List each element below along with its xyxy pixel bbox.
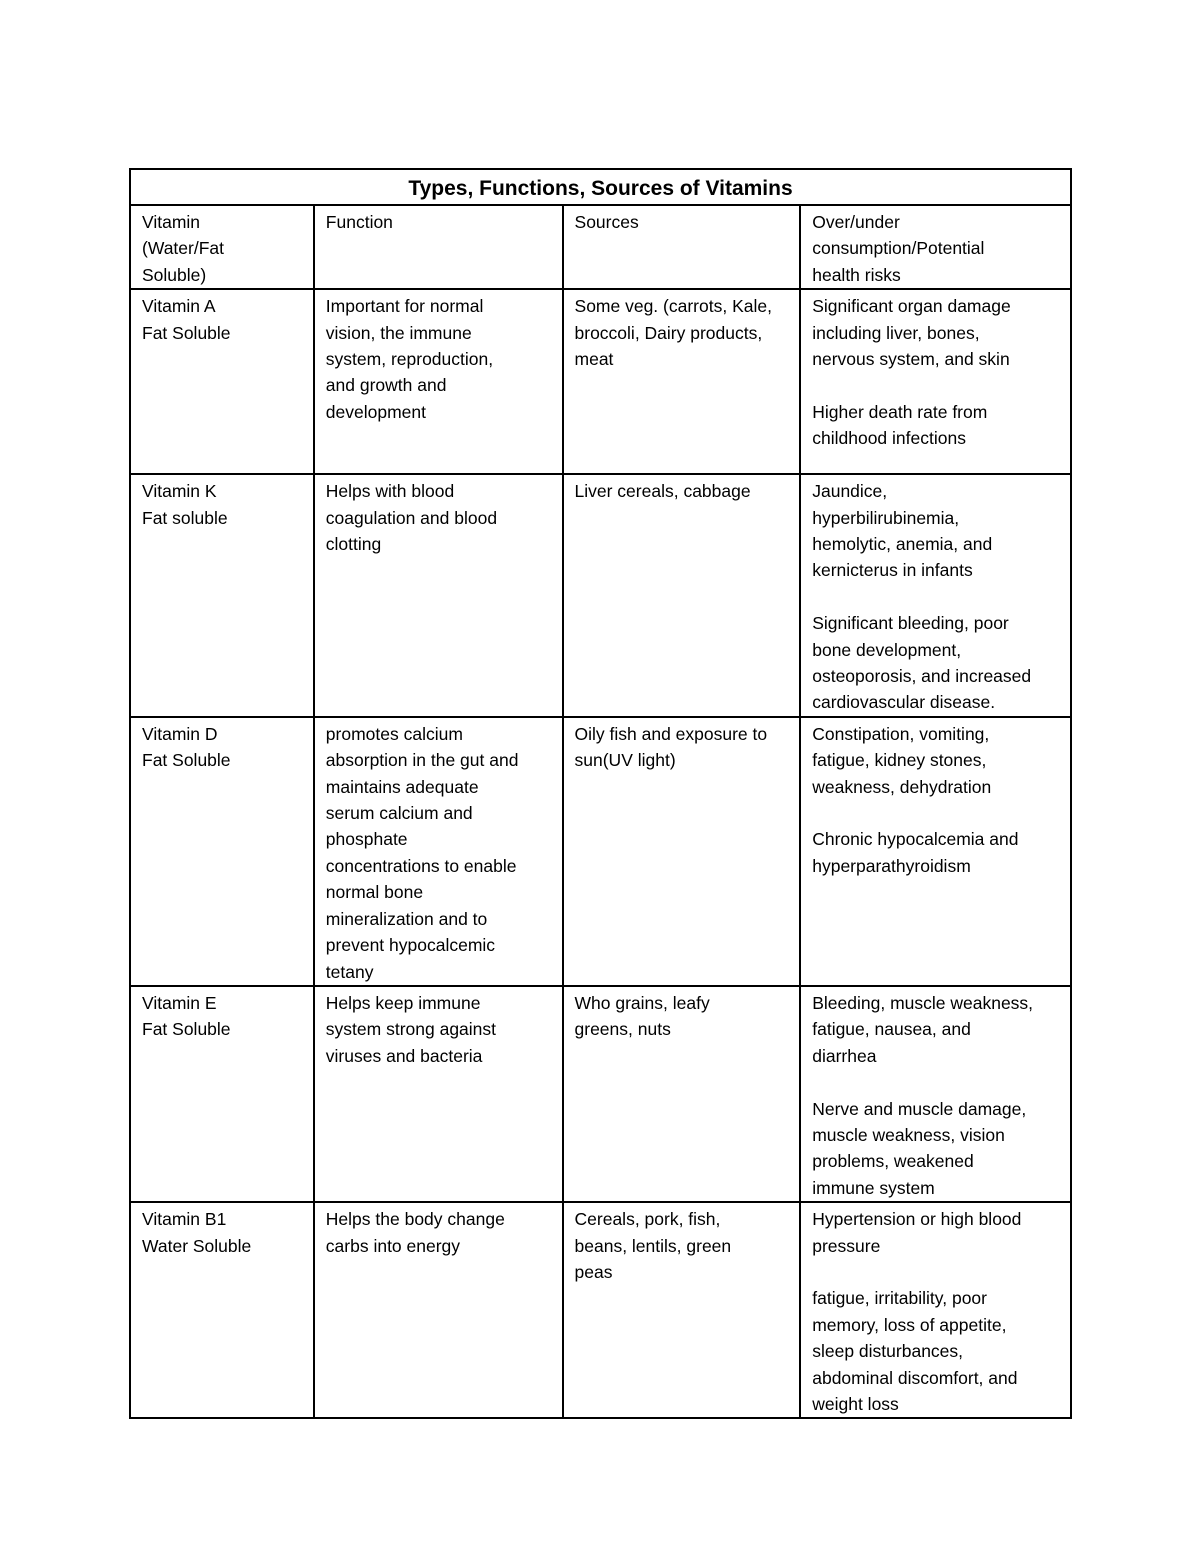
text-line: bone development, — [812, 639, 962, 660]
text-line: Vitamin E — [142, 992, 217, 1013]
text-line: clotting — [325, 534, 382, 555]
text-line: sleep disturbances, — [812, 1341, 964, 1362]
text-line: diarrhea — [812, 1045, 877, 1066]
blank-line — [812, 1259, 1060, 1285]
text-line: nervous system, and skin — [812, 349, 1010, 370]
text-line: beans, lentils, green — [574, 1235, 732, 1256]
text-line: Fat soluble — [142, 507, 228, 528]
cell-vitamin — [130, 1202, 314, 1418]
text-line: Hypertension or high blood — [812, 1209, 1022, 1230]
text-line: tetany — [325, 961, 374, 982]
header-vitamin — [130, 205, 314, 289]
text-line: weakness, dehydration — [812, 776, 992, 797]
cell-risks — [800, 474, 1071, 717]
text-line: Sources — [574, 212, 639, 232]
text-line: concentrations to enable — [325, 855, 517, 876]
text-line: Liver cereals, cabbage — [574, 481, 751, 502]
text-line: Soluble) — [142, 264, 207, 285]
text-line: Nerve and muscle damage, — [812, 1098, 1027, 1119]
text-line: Chronic hypocalcemia and — [812, 829, 1019, 850]
text-line: Fat Soluble — [142, 750, 231, 771]
text-line: fatigue, irritability, poor — [812, 1288, 987, 1309]
text-line: Bleeding, muscle weakness, — [812, 992, 1034, 1013]
text-line: kernicterus in infants — [812, 560, 973, 581]
blank-line — [812, 372, 1060, 398]
table-row — [130, 474, 1071, 717]
text-line: Water Soluble — [142, 1235, 252, 1256]
blank-line — [812, 800, 1060, 826]
text-line: Vitamin B1 — [142, 1209, 227, 1230]
text-line: Fat Soluble — [142, 322, 231, 343]
table-title: Types, Functions, Sources of Vitamins — [130, 169, 1071, 205]
text-line: prevent hypocalcemic — [325, 935, 496, 956]
cell-function — [314, 289, 563, 474]
text-line: serum calcium and — [325, 803, 473, 824]
text-line: Oily fish and exposure to — [574, 723, 768, 744]
header-row — [130, 205, 1071, 289]
text-line: Helps keep immune — [325, 992, 481, 1013]
cell-sources — [563, 474, 801, 717]
text-line: Fat Soluble — [142, 1019, 231, 1040]
text-line: meat — [574, 349, 614, 370]
text-line: abdominal discomfort, and — [812, 1367, 1018, 1388]
text-line: system strong against — [325, 1019, 497, 1040]
text-line: vision, the immune — [325, 322, 472, 343]
text-line: Cereals, pork, fish, — [574, 1209, 721, 1230]
blank-line — [812, 584, 1060, 610]
header-sources — [563, 205, 801, 289]
title-row — [130, 169, 1071, 205]
text-line: sun(UV light) — [574, 750, 676, 771]
text-line: peas — [574, 1261, 613, 1282]
cell-vitamin — [130, 289, 314, 474]
text-line: health risks — [812, 264, 901, 285]
table-row — [130, 1202, 1071, 1418]
text-line: Significant organ damage — [812, 296, 1011, 317]
text-line: Vitamin — [142, 212, 201, 232]
text-line: fatigue, kidney stones, — [812, 750, 987, 771]
text-line: Vitamin D — [142, 723, 218, 744]
cell-risks — [800, 717, 1071, 986]
text-line: normal bone — [325, 882, 424, 903]
text-line: Important for normal — [325, 296, 484, 317]
cell-risks — [800, 289, 1071, 474]
text-line: development — [325, 401, 427, 422]
text-line: carbs into energy — [325, 1235, 461, 1256]
text-line: consumption/Potential — [812, 238, 985, 259]
text-line: fatigue, nausea, and — [812, 1019, 971, 1040]
cell-vitamin — [130, 474, 314, 717]
text-line: mineralization and to — [325, 908, 488, 929]
text-line: (Water/Fat — [142, 238, 224, 259]
text-line: Over/under — [812, 212, 900, 232]
text-line: Constipation, vomiting, — [812, 723, 990, 744]
text-line: phosphate — [325, 829, 408, 850]
cell-vitamin — [130, 986, 314, 1202]
cell-vitamin — [130, 717, 314, 986]
text-line: muscle weakness, vision — [812, 1124, 1005, 1145]
header-function — [314, 205, 563, 289]
cell-sources — [563, 717, 801, 986]
text-line: hemolytic, anemia, and — [812, 534, 993, 555]
text-line: system, reproduction, — [325, 349, 494, 370]
vitamins-table — [129, 168, 1072, 1419]
text-line: and growth and — [325, 375, 447, 396]
text-line: including liver, bones, — [812, 322, 980, 343]
cell-sources — [563, 289, 801, 474]
text-line: osteoporosis, and increased — [812, 666, 1032, 687]
text-line: greens, nuts — [574, 1019, 671, 1040]
text-line: problems, weakened — [812, 1151, 974, 1172]
text-line: viruses and bacteria — [325, 1045, 483, 1066]
text-line: absorption in the gut and — [325, 750, 519, 771]
text-line: Function — [325, 212, 393, 232]
text-line: Significant bleeding, poor — [812, 613, 1009, 634]
text-line: hyperbilirubinemia, — [812, 507, 960, 528]
text-line: weight loss — [812, 1393, 899, 1414]
text-line: Vitamin K — [142, 481, 217, 502]
text-line: maintains adequate — [325, 776, 479, 797]
cell-risks — [800, 986, 1071, 1202]
text-line: cardiovascular disease. — [812, 692, 996, 713]
cell-function — [314, 1202, 563, 1418]
cell-risks — [800, 1202, 1071, 1418]
table-row — [130, 717, 1071, 986]
text-line: pressure — [812, 1235, 881, 1256]
text-line: Helps with blood — [325, 481, 455, 502]
cell-function — [314, 986, 563, 1202]
cell-function — [314, 717, 563, 986]
text-line: Jaundice, — [812, 481, 888, 502]
table-row — [130, 289, 1071, 474]
text-line: memory, loss of appetite, — [812, 1314, 1007, 1335]
cell-sources — [563, 1202, 801, 1418]
text-line: childhood infections — [812, 428, 966, 449]
text-line: Who grains, leafy — [574, 992, 710, 1013]
text-line: coagulation and blood — [325, 507, 498, 528]
header-risks — [800, 205, 1071, 289]
text-line: immune system — [812, 1177, 935, 1198]
text-line: hyperparathyroidism — [812, 855, 971, 876]
blank-line — [812, 1069, 1060, 1095]
cell-sources — [563, 986, 801, 1202]
text-line: broccoli, Dairy products, — [574, 322, 763, 343]
text-line: promotes calcium — [325, 723, 463, 744]
cell-function — [314, 474, 563, 717]
text-line: Vitamin A — [142, 296, 216, 317]
text-line: Higher death rate from — [812, 401, 988, 422]
table-row — [130, 986, 1071, 1202]
text-line: Helps the body change — [325, 1209, 505, 1230]
text-line: Some veg. (carrots, Kale, — [574, 296, 772, 317]
